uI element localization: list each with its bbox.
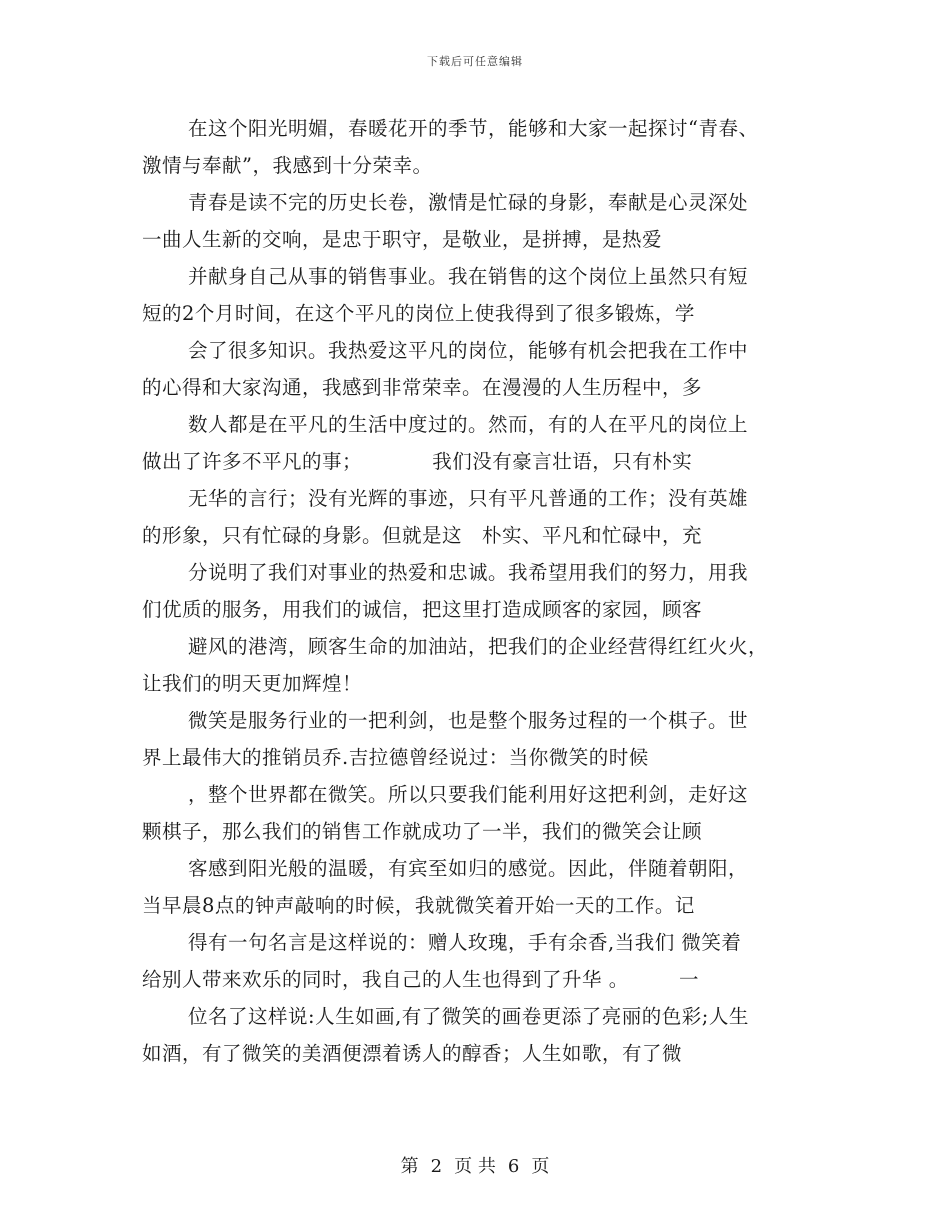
text-line: 短的2个月时间，在这个平凡的岗位上使我得到了很多锻炼，学 <box>142 302 695 325</box>
text-line: 颗棋子，那么我们的销售工作就成功了一半，我们的微笑会让顾 <box>142 820 703 843</box>
text-line: 青春是读不完的历史长卷，激情是忙碌的身影，奉献是心灵深处 <box>188 191 749 214</box>
text-line: 避风的港湾，顾客生命的加油站，把我们的企业经营得红红火火， <box>188 635 769 658</box>
body-text <box>142 110 812 1072</box>
text-line: 给别人带来欢乐的同时，我自己的人生也得到了升华 。 一 <box>142 968 699 991</box>
text-line: 当早晨8点的钟声敲响的时候，我就微笑着开始一天的工作。记 <box>142 894 695 917</box>
text-line: 们优质的服务，用我们的诚信，把这里打造成顾客的家园，顾客 <box>142 598 703 621</box>
text-line: 客感到阳光般的温暖，有宾至如归的感觉。因此，伴随着朝阳， <box>188 857 749 880</box>
footer-suffix: 页 <box>531 1156 550 1177</box>
text-line: 在这个阳光明媚，春暖花开的季节，能够和大家一起探讨“青春、 <box>188 117 759 140</box>
footer-total-pages: 6 <box>507 1156 520 1177</box>
text-line: 的形象，只有忙碌的身影。但就是这 朴实、平凡和忙碌中，充 <box>142 524 703 547</box>
text-line: 得有一句名言是这样说的：赠人玫瑰，手有余香,当我们 微笑着 <box>188 931 742 954</box>
text-line: 激情与奉献”，我感到十分荣幸。 <box>142 154 433 177</box>
text-line: 会了很多知识。我热爱这平凡的岗位，能够有机会把我在工作中 <box>188 339 749 362</box>
text-line: 并献身自己从事的销售事业。我在销售的这个岗位上虽然只有短 <box>188 265 749 288</box>
footer-current-page: 2 <box>430 1156 443 1177</box>
text-line: 微笑是服务行业的一把利剑，也是整个服务过程的一个棋子。世 <box>188 709 749 732</box>
text-line: 如酒，有了微笑的美酒便漂着诱人的醇香；人生如歌，有了微 <box>142 1042 683 1065</box>
text-line: 分说明了我们对事业的热爱和忠诚。我希望用我们的努力，用我 <box>188 561 749 584</box>
text-line: 的心得和大家沟通，我感到非常荣幸。在漫漫的人生历程中，多 <box>142 376 703 399</box>
text-line: 界上最伟大的推销员乔.吉拉德曾经说过：当你微笑的时候 <box>142 746 649 769</box>
text-line: ，整个世界都在微笑。所以只要我们能利用好这把利剑，走好这 <box>188 783 749 806</box>
header-note: 下载后可任意编辑 <box>427 55 523 68</box>
footer-prefix: 第 <box>400 1156 419 1177</box>
text-line: 位名了这样说:人生如画,有了微笑的画卷更添了亮丽的色彩;人生 <box>188 1005 749 1028</box>
text-line: 无华的言行；没有光辉的事迹，只有平凡普通的工作；没有英雄 <box>188 487 749 510</box>
footer-middle: 页 共 <box>454 1156 496 1177</box>
text-line: 让我们的明天更加辉煌！ <box>142 672 363 695</box>
text-line: 一曲人生新的交响，是忠于职守，是敬业，是拼搏，是热爱 <box>142 228 663 251</box>
text-line: 数人都是在平凡的生活中度过的。然而，有的人在平凡的岗位上 <box>188 413 749 436</box>
text-line: 做出了许多不平凡的事； 我们没有豪言壮语，只有朴实 <box>142 450 693 473</box>
page-footer <box>0 1152 950 1178</box>
